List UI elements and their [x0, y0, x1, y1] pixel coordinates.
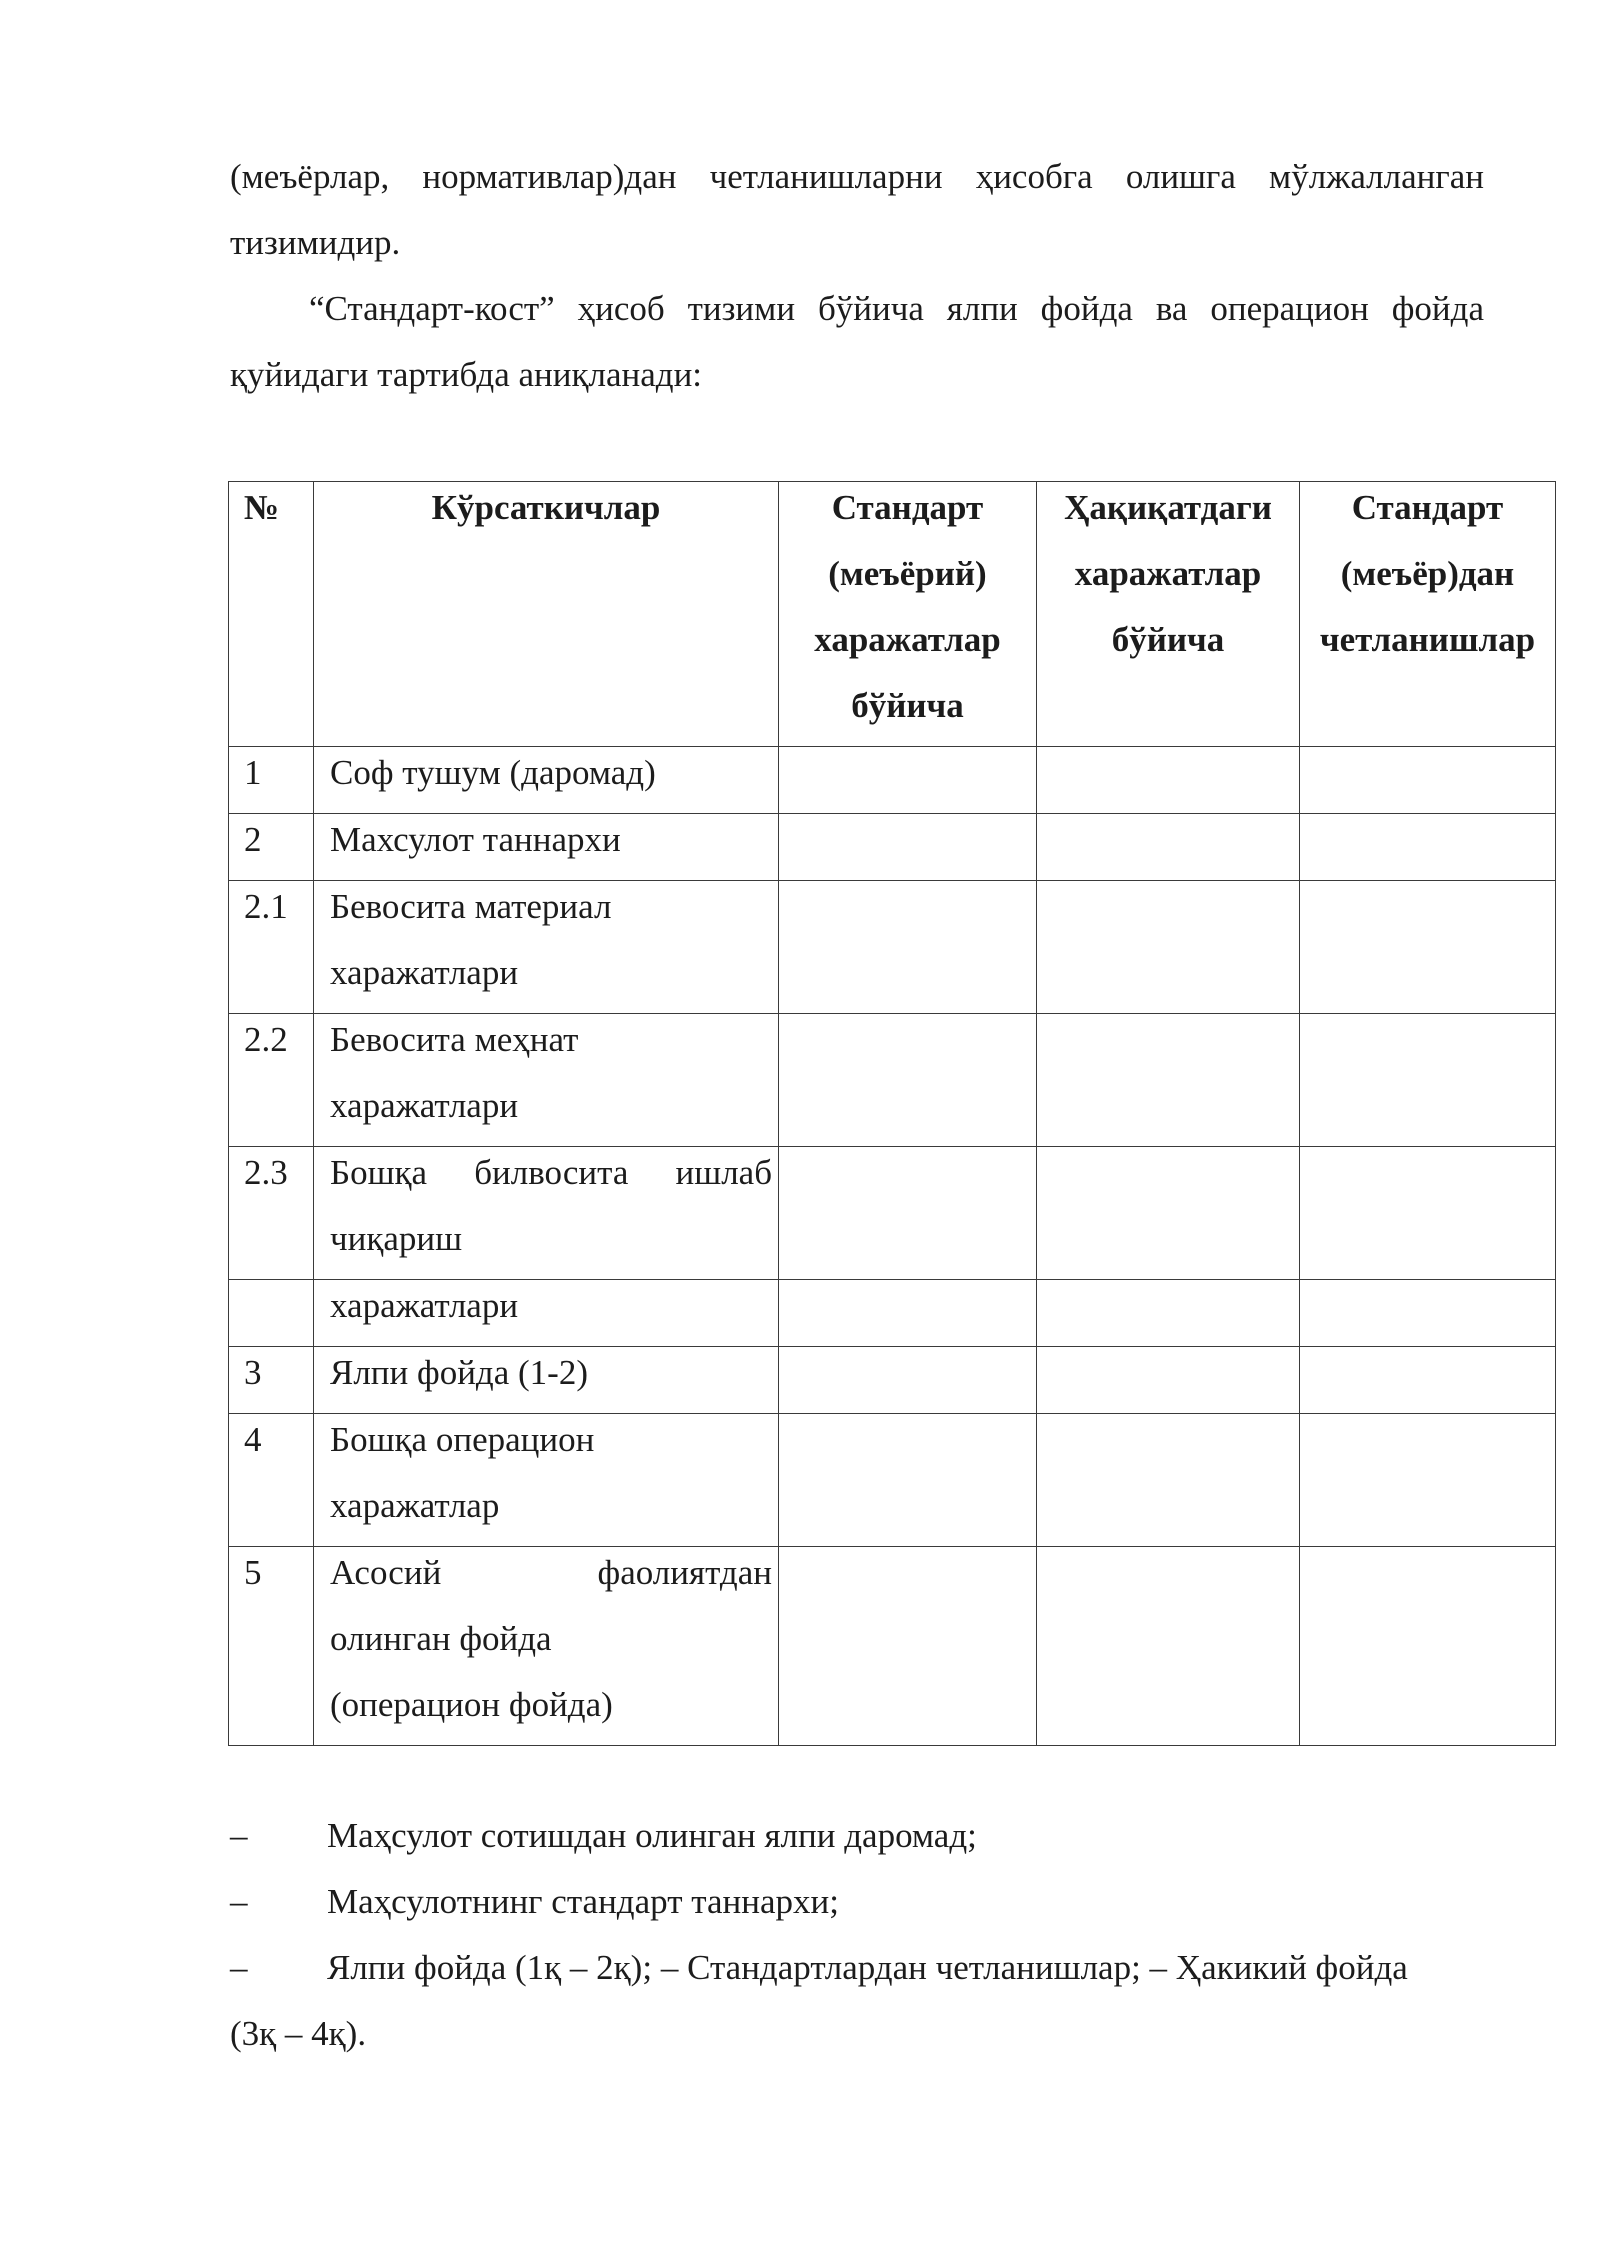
actual-cost-cell [1037, 814, 1300, 881]
deviation-cell [1300, 814, 1556, 881]
row-number: 2.3 [229, 1147, 314, 1280]
deviation-cell [1300, 1547, 1556, 1746]
bullet-text: Ялпи фойда (1қ – 2қ); – Стандартлардан четланишлар; – Ҳакикий фойда [327, 1948, 1408, 1987]
deviation-cell [1300, 1147, 1556, 1280]
paragraph [230, 276, 1484, 408]
bullet-item [230, 1935, 1530, 2067]
header-standard-costs: Стандарт (меъёрий) харажатлар бўйича [779, 482, 1037, 747]
paragraph [230, 144, 1484, 276]
indicator-label: Соф тушум (даромад) [314, 747, 779, 814]
row-number: 3 [229, 1347, 314, 1414]
deviation-cell [1300, 1347, 1556, 1414]
deviation-cell [1300, 747, 1556, 814]
actual-cost-cell [1037, 1414, 1300, 1547]
header-number: № [229, 482, 314, 747]
deviation-cell [1300, 1280, 1556, 1347]
deviation-cell [1300, 1014, 1556, 1147]
table-row [229, 1547, 1556, 1746]
bullet-text-continuation: (3қ – 4қ). [230, 2014, 367, 2053]
indicator-label: Бошқа операцион харажатлар [314, 1414, 779, 1547]
standard-cost-cell [779, 1280, 1037, 1347]
actual-cost-cell [1037, 1347, 1300, 1414]
standard-cost-cell [779, 1147, 1037, 1280]
indicator-label: Бевосита материал харажатлари [314, 881, 779, 1014]
row-number: 4 [229, 1414, 314, 1547]
row-number [229, 1280, 314, 1347]
header-indicators: Кўрсаткичлар [314, 482, 779, 747]
indicator-label: Махсулот таннархи [314, 814, 779, 881]
header-deviations: Стандарт (меъёр)дан четланишлар [1300, 482, 1556, 747]
bullet-item [230, 1869, 1530, 1935]
bullet-list [230, 1803, 1530, 2067]
table-row [229, 1347, 1556, 1414]
standard-cost-cell [779, 814, 1037, 881]
standard-cost-cell [779, 1547, 1037, 1746]
actual-cost-cell [1037, 1147, 1300, 1280]
indicator-label: харажатлари [314, 1280, 779, 1347]
standard-cost-cell [779, 1347, 1037, 1414]
row-number: 1 [229, 747, 314, 814]
standard-cost-cell [779, 1414, 1037, 1547]
deviation-cell [1300, 881, 1556, 1014]
table-row [229, 1014, 1556, 1147]
indicator-label: Бевосита меҳнат харажатлари [314, 1014, 779, 1147]
indicator-label: Ялпи фойда (1-2) [314, 1347, 779, 1414]
deviation-cell [1300, 1414, 1556, 1547]
paragraph-line: (меъёрлар, нормативлар)дан четланишларни ҳисобга олишга мўлжалланган [230, 157, 1484, 196]
row-number: 5 [229, 1547, 314, 1746]
standard-cost-cell [779, 881, 1037, 1014]
table-row [229, 814, 1556, 881]
bullet-marker: – [230, 1948, 248, 1987]
row-number: 2 [229, 814, 314, 881]
header-actual-costs: Ҳақиқатдаги харажатлар бўйича [1037, 482, 1300, 747]
table-row [229, 1414, 1556, 1547]
table-row [229, 881, 1556, 1014]
bullet-text: Маҳсулотнинг стандарт таннархи; [327, 1882, 839, 1921]
body-text [230, 144, 1484, 408]
bullet-text: Маҳсулот сотишдан олинган ялпи даромад; [327, 1816, 977, 1855]
indicator-label: Асосий фаолиятдан олинган фойда (операцион фойда) [314, 1547, 779, 1746]
table-header-row [229, 482, 1556, 747]
bullet-marker: – [230, 1882, 248, 1921]
table-row [229, 1280, 1556, 1347]
paragraph-line: тизимидир. [230, 223, 401, 262]
table-row [229, 747, 1556, 814]
indicator-label: Бошқа билвосита ишлаб чиқариш [314, 1147, 779, 1280]
standard-cost-cell [779, 747, 1037, 814]
actual-cost-cell [1037, 1014, 1300, 1147]
bullet-marker: – [230, 1816, 248, 1855]
actual-cost-cell [1037, 1280, 1300, 1347]
row-number: 2.2 [229, 1014, 314, 1147]
actual-cost-cell [1037, 747, 1300, 814]
paragraph-line: “Стандарт-кост” ҳисоб тизими бўйича ялпи фойда ва операцион фойда [309, 289, 1484, 328]
standard-cost-table [228, 481, 1556, 1746]
bullet-item [230, 1803, 1530, 1869]
actual-cost-cell [1037, 1547, 1300, 1746]
standard-cost-cell [779, 1014, 1037, 1147]
row-number: 2.1 [229, 881, 314, 1014]
table-row [229, 1147, 1556, 1280]
paragraph-line: қуйидаги тартибда аниқланади: [230, 355, 703, 394]
actual-cost-cell [1037, 881, 1300, 1014]
